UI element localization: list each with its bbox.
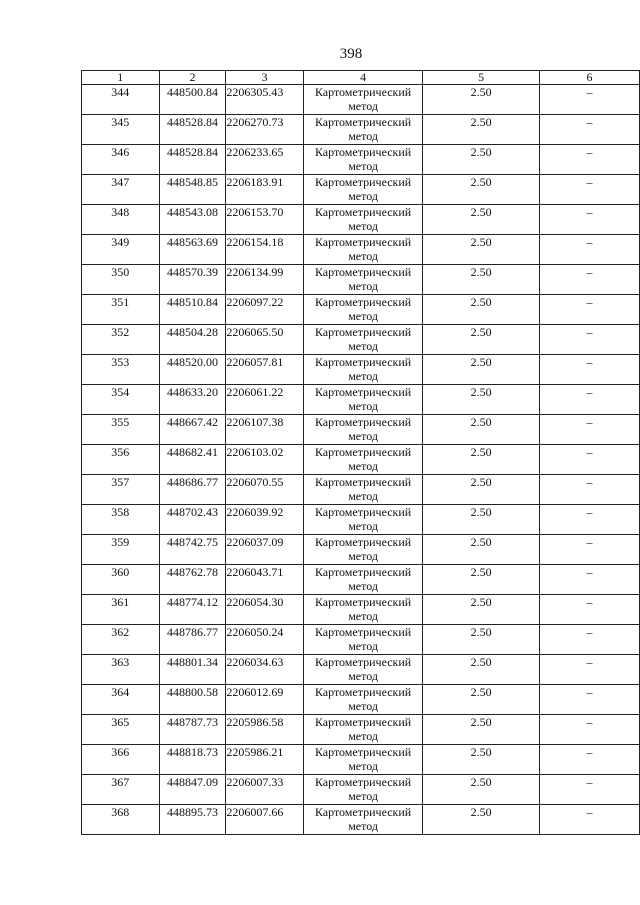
table-row [82, 115, 640, 145]
accuracy-cell: 2.50 [423, 475, 540, 505]
method-cell [303, 655, 422, 685]
y-coordinate-cell: 2206050.24 [226, 625, 304, 655]
point-number-cell: 349 [82, 235, 160, 265]
x-coordinate-cell: 448528.84 [159, 145, 226, 175]
note-cell: – [540, 625, 640, 655]
y-coordinate-cell: 2206037.09 [226, 535, 304, 565]
accuracy-cell: 2.50 [423, 325, 540, 355]
x-coordinate-cell: 448548.85 [159, 175, 226, 205]
table-row [82, 505, 640, 535]
y-coordinate-cell: 2206070.55 [226, 475, 304, 505]
accuracy-cell: 2.50 [423, 355, 540, 385]
x-coordinate-cell: 448667.42 [159, 415, 226, 445]
point-number-cell: 347 [82, 175, 160, 205]
method-cell [303, 445, 422, 475]
table-row [82, 205, 640, 235]
method-line-1: Картометрический [314, 325, 412, 339]
method-line-2: метод [348, 549, 378, 563]
method-line-1: Картометрический [314, 145, 412, 159]
note-cell: – [540, 265, 640, 295]
point-number-cell: 366 [82, 745, 160, 775]
method-cell [303, 205, 422, 235]
method-line-1: Картометрический [314, 535, 412, 549]
table-row [82, 85, 640, 115]
accuracy-cell: 2.50 [423, 505, 540, 535]
y-coordinate-cell: 2205986.21 [226, 745, 304, 775]
accuracy-cell: 2.50 [423, 85, 540, 115]
x-coordinate-cell: 448786.77 [159, 625, 226, 655]
method-cell [303, 325, 422, 355]
method-line-2: метод [348, 789, 378, 803]
method-line-2: метод [348, 399, 378, 413]
method-line-2: метод [348, 219, 378, 233]
note-cell: – [540, 805, 640, 835]
accuracy-cell: 2.50 [423, 745, 540, 775]
y-coordinate-cell: 2206305.43 [226, 85, 304, 115]
note-cell: – [540, 505, 640, 535]
point-number-cell: 351 [82, 295, 160, 325]
accuracy-cell: 2.50 [423, 565, 540, 595]
x-coordinate-cell: 448787.73 [159, 715, 226, 745]
column-header: 5 [423, 71, 540, 85]
method-cell [303, 85, 422, 115]
method-line-1: Картометрический [314, 445, 412, 459]
method-cell [303, 805, 422, 835]
table-row [82, 595, 640, 625]
x-coordinate-cell: 448528.84 [159, 115, 226, 145]
note-cell: – [540, 235, 640, 265]
y-coordinate-cell: 2206183.91 [226, 175, 304, 205]
table-row [82, 445, 640, 475]
note-cell: – [540, 655, 640, 685]
accuracy-cell: 2.50 [423, 115, 540, 145]
method-cell [303, 595, 422, 625]
table-row [82, 745, 640, 775]
method-cell [303, 535, 422, 565]
method-line-1: Картометрический [314, 235, 412, 249]
note-cell: – [540, 175, 640, 205]
y-coordinate-cell: 2206154.18 [226, 235, 304, 265]
method-cell [303, 565, 422, 595]
method-line-1: Картометрический [314, 715, 412, 729]
method-line-1: Картометрический [314, 85, 412, 99]
accuracy-cell: 2.50 [423, 295, 540, 325]
y-coordinate-cell: 2206103.02 [226, 445, 304, 475]
table-row [82, 355, 640, 385]
table-row [82, 625, 640, 655]
method-cell [303, 355, 422, 385]
x-coordinate-cell: 448633.20 [159, 385, 226, 415]
note-cell: – [540, 745, 640, 775]
note-cell: – [540, 85, 640, 115]
table-row [82, 535, 640, 565]
header-row [82, 71, 640, 85]
table-body [82, 85, 640, 835]
method-line-2: метод [348, 459, 378, 473]
point-number-cell: 345 [82, 115, 160, 145]
note-cell: – [540, 205, 640, 235]
method-line-2: метод [348, 819, 378, 833]
method-line-2: метод [348, 429, 378, 443]
method-cell [303, 685, 422, 715]
x-coordinate-cell: 448520.00 [159, 355, 226, 385]
x-coordinate-cell: 448847.09 [159, 775, 226, 805]
x-coordinate-cell: 448563.69 [159, 235, 226, 265]
point-number-cell: 365 [82, 715, 160, 745]
table-row [82, 325, 640, 355]
method-line-2: метод [348, 489, 378, 503]
x-coordinate-cell: 448774.12 [159, 595, 226, 625]
x-coordinate-cell: 448801.34 [159, 655, 226, 685]
x-coordinate-cell: 448504.28 [159, 325, 226, 355]
method-line-1: Картометрический [314, 745, 412, 759]
accuracy-cell: 2.50 [423, 415, 540, 445]
accuracy-cell: 2.50 [423, 175, 540, 205]
method-line-2: метод [348, 189, 378, 203]
y-coordinate-cell: 2206134.99 [226, 265, 304, 295]
note-cell: – [540, 445, 640, 475]
x-coordinate-cell: 448686.77 [159, 475, 226, 505]
table-row [82, 565, 640, 595]
method-line-2: метод [348, 279, 378, 293]
method-line-2: метод [348, 369, 378, 383]
accuracy-cell: 2.50 [423, 205, 540, 235]
method-line-1: Картометрический [314, 175, 412, 189]
method-line-1: Картометрический [314, 625, 412, 639]
x-coordinate-cell: 448818.73 [159, 745, 226, 775]
table-row [82, 715, 640, 745]
y-coordinate-cell: 2206270.73 [226, 115, 304, 145]
method-cell [303, 295, 422, 325]
y-coordinate-cell: 2206057.81 [226, 355, 304, 385]
method-line-1: Картометрический [314, 265, 412, 279]
note-cell: – [540, 685, 640, 715]
point-number-cell: 354 [82, 385, 160, 415]
method-line-1: Картометрический [314, 115, 412, 129]
method-cell [303, 115, 422, 145]
method-line-2: метод [348, 159, 378, 173]
method-line-2: метод [348, 99, 378, 113]
table-row [82, 415, 640, 445]
x-coordinate-cell: 448895.73 [159, 805, 226, 835]
y-coordinate-cell: 2206039.92 [226, 505, 304, 535]
method-cell [303, 625, 422, 655]
note-cell: – [540, 535, 640, 565]
point-number-cell: 344 [82, 85, 160, 115]
accuracy-cell: 2.50 [423, 775, 540, 805]
column-header: 4 [303, 71, 422, 85]
table-row [82, 145, 640, 175]
method-line-1: Картометрический [314, 385, 412, 399]
point-number-cell: 348 [82, 205, 160, 235]
method-line-2: метод [348, 759, 378, 773]
y-coordinate-cell: 2206233.65 [226, 145, 304, 175]
table-row [82, 475, 640, 505]
accuracy-cell: 2.50 [423, 385, 540, 415]
method-line-1: Картометрический [314, 565, 412, 579]
method-line-2: метод [348, 129, 378, 143]
column-header: 3 [226, 71, 304, 85]
method-line-1: Картометрический [314, 595, 412, 609]
method-cell [303, 235, 422, 265]
accuracy-cell: 2.50 [423, 595, 540, 625]
method-cell [303, 175, 422, 205]
method-cell [303, 265, 422, 295]
method-line-1: Картометрический [314, 205, 412, 219]
method-line-1: Картометрический [314, 295, 412, 309]
accuracy-cell: 2.50 [423, 235, 540, 265]
table-row [82, 385, 640, 415]
y-coordinate-cell: 2206097.22 [226, 295, 304, 325]
point-number-cell: 356 [82, 445, 160, 475]
point-number-cell: 367 [82, 775, 160, 805]
y-coordinate-cell: 2206107.38 [226, 415, 304, 445]
point-number-cell: 352 [82, 325, 160, 355]
accuracy-cell: 2.50 [423, 265, 540, 295]
method-line-2: метод [348, 309, 378, 323]
table-row [82, 655, 640, 685]
point-number-cell: 350 [82, 265, 160, 295]
method-line-2: метод [348, 729, 378, 743]
note-cell: – [540, 115, 640, 145]
column-header: 2 [159, 71, 226, 85]
method-line-1: Картометрический [314, 355, 412, 369]
note-cell: – [540, 775, 640, 805]
y-coordinate-cell: 2206007.66 [226, 805, 304, 835]
method-line-1: Картометрический [314, 775, 412, 789]
point-number-cell: 358 [82, 505, 160, 535]
note-cell: – [540, 385, 640, 415]
point-number-cell: 362 [82, 625, 160, 655]
note-cell: – [540, 325, 640, 355]
table-row [82, 775, 640, 805]
page-number: 398 [339, 46, 363, 62]
y-coordinate-cell: 2205986.58 [226, 715, 304, 745]
accuracy-cell: 2.50 [423, 445, 540, 475]
note-cell: – [540, 715, 640, 745]
method-cell [303, 475, 422, 505]
method-line-1: Картометрический [314, 685, 412, 699]
method-cell [303, 415, 422, 445]
method-line-1: Картометрический [314, 505, 412, 519]
table-row [82, 295, 640, 325]
method-line-2: метод [348, 519, 378, 533]
method-cell [303, 745, 422, 775]
accuracy-cell: 2.50 [423, 805, 540, 835]
method-cell [303, 145, 422, 175]
y-coordinate-cell: 2206034.63 [226, 655, 304, 685]
method-line-1: Картометрический [314, 805, 412, 819]
x-coordinate-cell: 448742.75 [159, 535, 226, 565]
note-cell: – [540, 145, 640, 175]
y-coordinate-cell: 2206065.50 [226, 325, 304, 355]
method-cell [303, 505, 422, 535]
table-row [82, 685, 640, 715]
method-line-1: Картометрический [314, 415, 412, 429]
column-header: 1 [82, 71, 160, 85]
y-coordinate-cell: 2206061.22 [226, 385, 304, 415]
accuracy-cell: 2.50 [423, 655, 540, 685]
method-cell [303, 385, 422, 415]
method-line-2: метод [348, 339, 378, 353]
table-header [82, 71, 640, 85]
method-line-2: метод [348, 669, 378, 683]
method-line-2: метод [348, 249, 378, 263]
point-number-cell: 355 [82, 415, 160, 445]
coordinates-table [81, 70, 640, 835]
x-coordinate-cell: 448702.43 [159, 505, 226, 535]
table-row [82, 805, 640, 835]
x-coordinate-cell: 448800.58 [159, 685, 226, 715]
point-number-cell: 360 [82, 565, 160, 595]
table-row [82, 235, 640, 265]
y-coordinate-cell: 2206007.33 [226, 775, 304, 805]
accuracy-cell: 2.50 [423, 145, 540, 175]
x-coordinate-cell: 448762.78 [159, 565, 226, 595]
point-number-cell: 346 [82, 145, 160, 175]
method-line-2: метод [348, 699, 378, 713]
note-cell: – [540, 565, 640, 595]
method-line-2: метод [348, 639, 378, 653]
y-coordinate-cell: 2206043.71 [226, 565, 304, 595]
note-cell: – [540, 415, 640, 445]
point-number-cell: 359 [82, 535, 160, 565]
point-number-cell: 357 [82, 475, 160, 505]
point-number-cell: 361 [82, 595, 160, 625]
method-line-2: метод [348, 609, 378, 623]
method-cell [303, 715, 422, 745]
method-cell [303, 775, 422, 805]
x-coordinate-cell: 448570.39 [159, 265, 226, 295]
note-cell: – [540, 475, 640, 505]
y-coordinate-cell: 2206153.70 [226, 205, 304, 235]
note-cell: – [540, 295, 640, 325]
x-coordinate-cell: 448543.08 [159, 205, 226, 235]
point-number-cell: 364 [82, 685, 160, 715]
method-line-2: метод [348, 579, 378, 593]
x-coordinate-cell: 448682.41 [159, 445, 226, 475]
accuracy-cell: 2.50 [423, 685, 540, 715]
column-header: 6 [540, 71, 640, 85]
note-cell: – [540, 355, 640, 385]
y-coordinate-cell: 2206012.69 [226, 685, 304, 715]
accuracy-cell: 2.50 [423, 535, 540, 565]
accuracy-cell: 2.50 [423, 625, 540, 655]
point-number-cell: 368 [82, 805, 160, 835]
table-row [82, 265, 640, 295]
point-number-cell: 353 [82, 355, 160, 385]
method-line-1: Картометрический [314, 655, 412, 669]
x-coordinate-cell: 448510.84 [159, 295, 226, 325]
y-coordinate-cell: 2206054.30 [226, 595, 304, 625]
table-row [82, 175, 640, 205]
accuracy-cell: 2.50 [423, 715, 540, 745]
note-cell: – [540, 595, 640, 625]
x-coordinate-cell: 448500.84 [159, 85, 226, 115]
method-line-1: Картометрический [314, 475, 412, 489]
point-number-cell: 363 [82, 655, 160, 685]
